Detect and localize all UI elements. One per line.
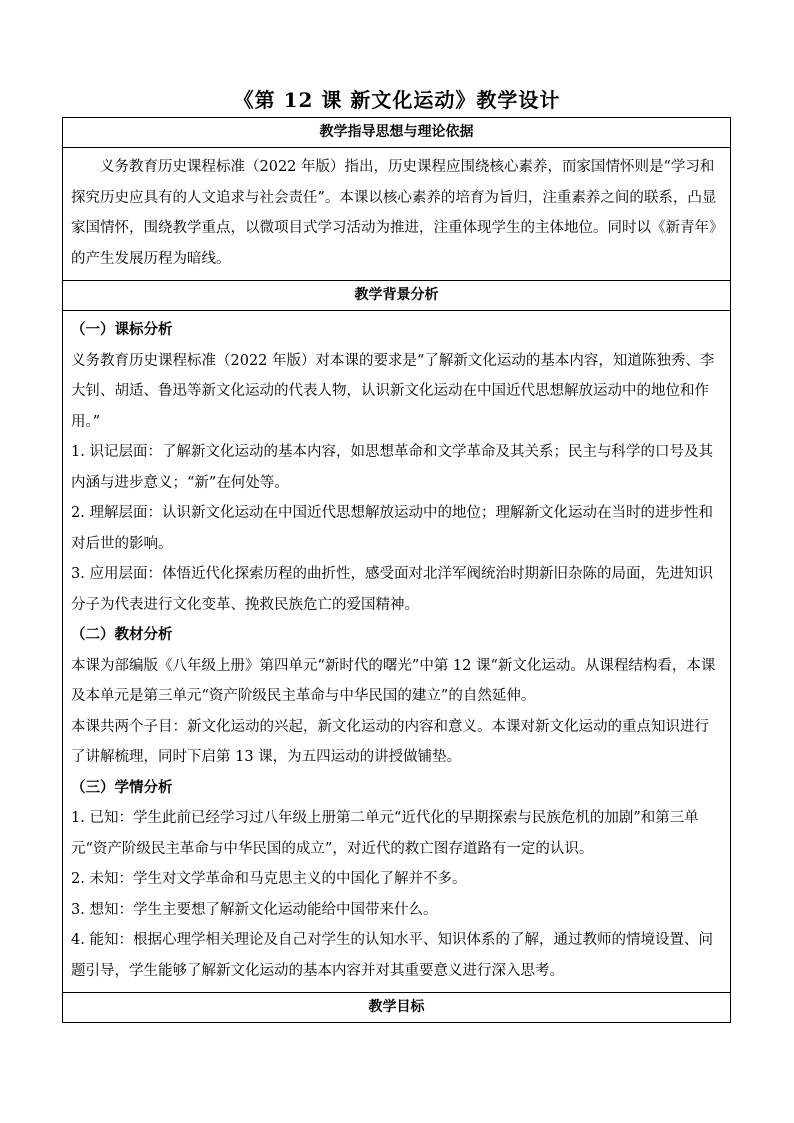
background-heading: 教学背景分析 xyxy=(63,281,730,311)
guide-paragraph: 义务教育历史课程标准（2022 年版）指出，历史课程应围绕核心素养，而家国情怀则是“学习和探究历史应具有的人文追求与社会责任”。本课以核心素养的培育为旨归，注重素养之间的联系，凸显家国情怀，围绕教学重点，以微项目式学习活动为推进，注重体现学生的主体地位。同时以《新青年》的产生发展历程为暗线。 xyxy=(71,159,717,267)
students-item-4: 4. 能知：根据心理学相关理论及自己对学生的认知水平、知识体系的了解，通过教师的情境设置、问题引导，学生能够了解新文化运动的基本内容并对其重要意义进行深入思考。 xyxy=(71,932,713,979)
guide-section xyxy=(62,117,731,280)
document-title: 《第 12 课 新文化运动》教学设计 xyxy=(233,88,561,112)
textbook-paragraph-1: 本课为部编版《八年级上册》第四单元“新时代的曙光”中第 12 课“新文化运动。从课程结构看，本课及本单元是第三单元“资产阶级民主革命与中华民国的建立”的自然延伸。 xyxy=(71,657,716,704)
textbook-subheading: （二）教材分析 xyxy=(71,626,173,643)
students-item-2: 2. 未知：学生对文学革命和马克思主义的中国化了解并不多。 xyxy=(71,871,467,887)
curriculum-intro: 义务教育历史课程标准（2022 年版）对本课的要求是“了解新文化运动的基本内容，知道陈独秀、李大钊、胡适、鲁迅等新文化运动的代表人物，认识新文化运动在中国近代思想解放运动中的地位和作用。” xyxy=(71,352,715,430)
curriculum-item-2: 2. 理解层面：认识新文化运动在中国近代思想解放运动中的地位；理解新文化运动在当时的进步性和对后世的影响。 xyxy=(71,505,713,552)
background-section xyxy=(62,280,731,992)
background-body xyxy=(63,311,730,992)
guide-body xyxy=(63,148,730,280)
lesson-plan-table xyxy=(62,117,731,1023)
guide-heading: 教学指导思想与理论依据 xyxy=(63,118,730,148)
students-item-1: 1. 已知：学生此前已经学习过八年级上册第二单元“近代化的早期探索与民族危机的加剧”和第三单元“资产阶级民主革命与中华民国的成立”，对近代的救亡图存道路有一定的认识。 xyxy=(71,810,699,857)
curriculum-subheading: （一）课标分析 xyxy=(71,321,173,338)
curriculum-item-1: 1. 识记层面：了解新文化运动的基本内容，如思想革命和文学革命及其关系；民主与科学的口号及其内涵与进步意义；“新”在何处等。 xyxy=(71,444,713,491)
curriculum-item-3: 3. 应用层面：体悟近代化探索历程的曲折性，感受面对北洋军阀统治时期新旧杂陈的局面，先进知识分子为代表进行文化变革、挽救民族危亡的爱国精神。 xyxy=(71,566,713,613)
students-subheading: （三）学情分析 xyxy=(71,778,173,796)
textbook-paragraph-2: 本课共两个子目：新文化运动的兴起，新文化运动的内容和意义。本课对新文化运动的重点知识进行了讲解梳理，同时下启第 13 课，为五四运动的讲授做铺垫。 xyxy=(71,718,709,765)
objectives-heading: 教学目标 xyxy=(368,999,425,1015)
objectives-section xyxy=(62,992,731,1023)
students-item-3: 3. 想知：学生主要想了解新文化运动能给中国带来什么。 xyxy=(71,901,438,918)
